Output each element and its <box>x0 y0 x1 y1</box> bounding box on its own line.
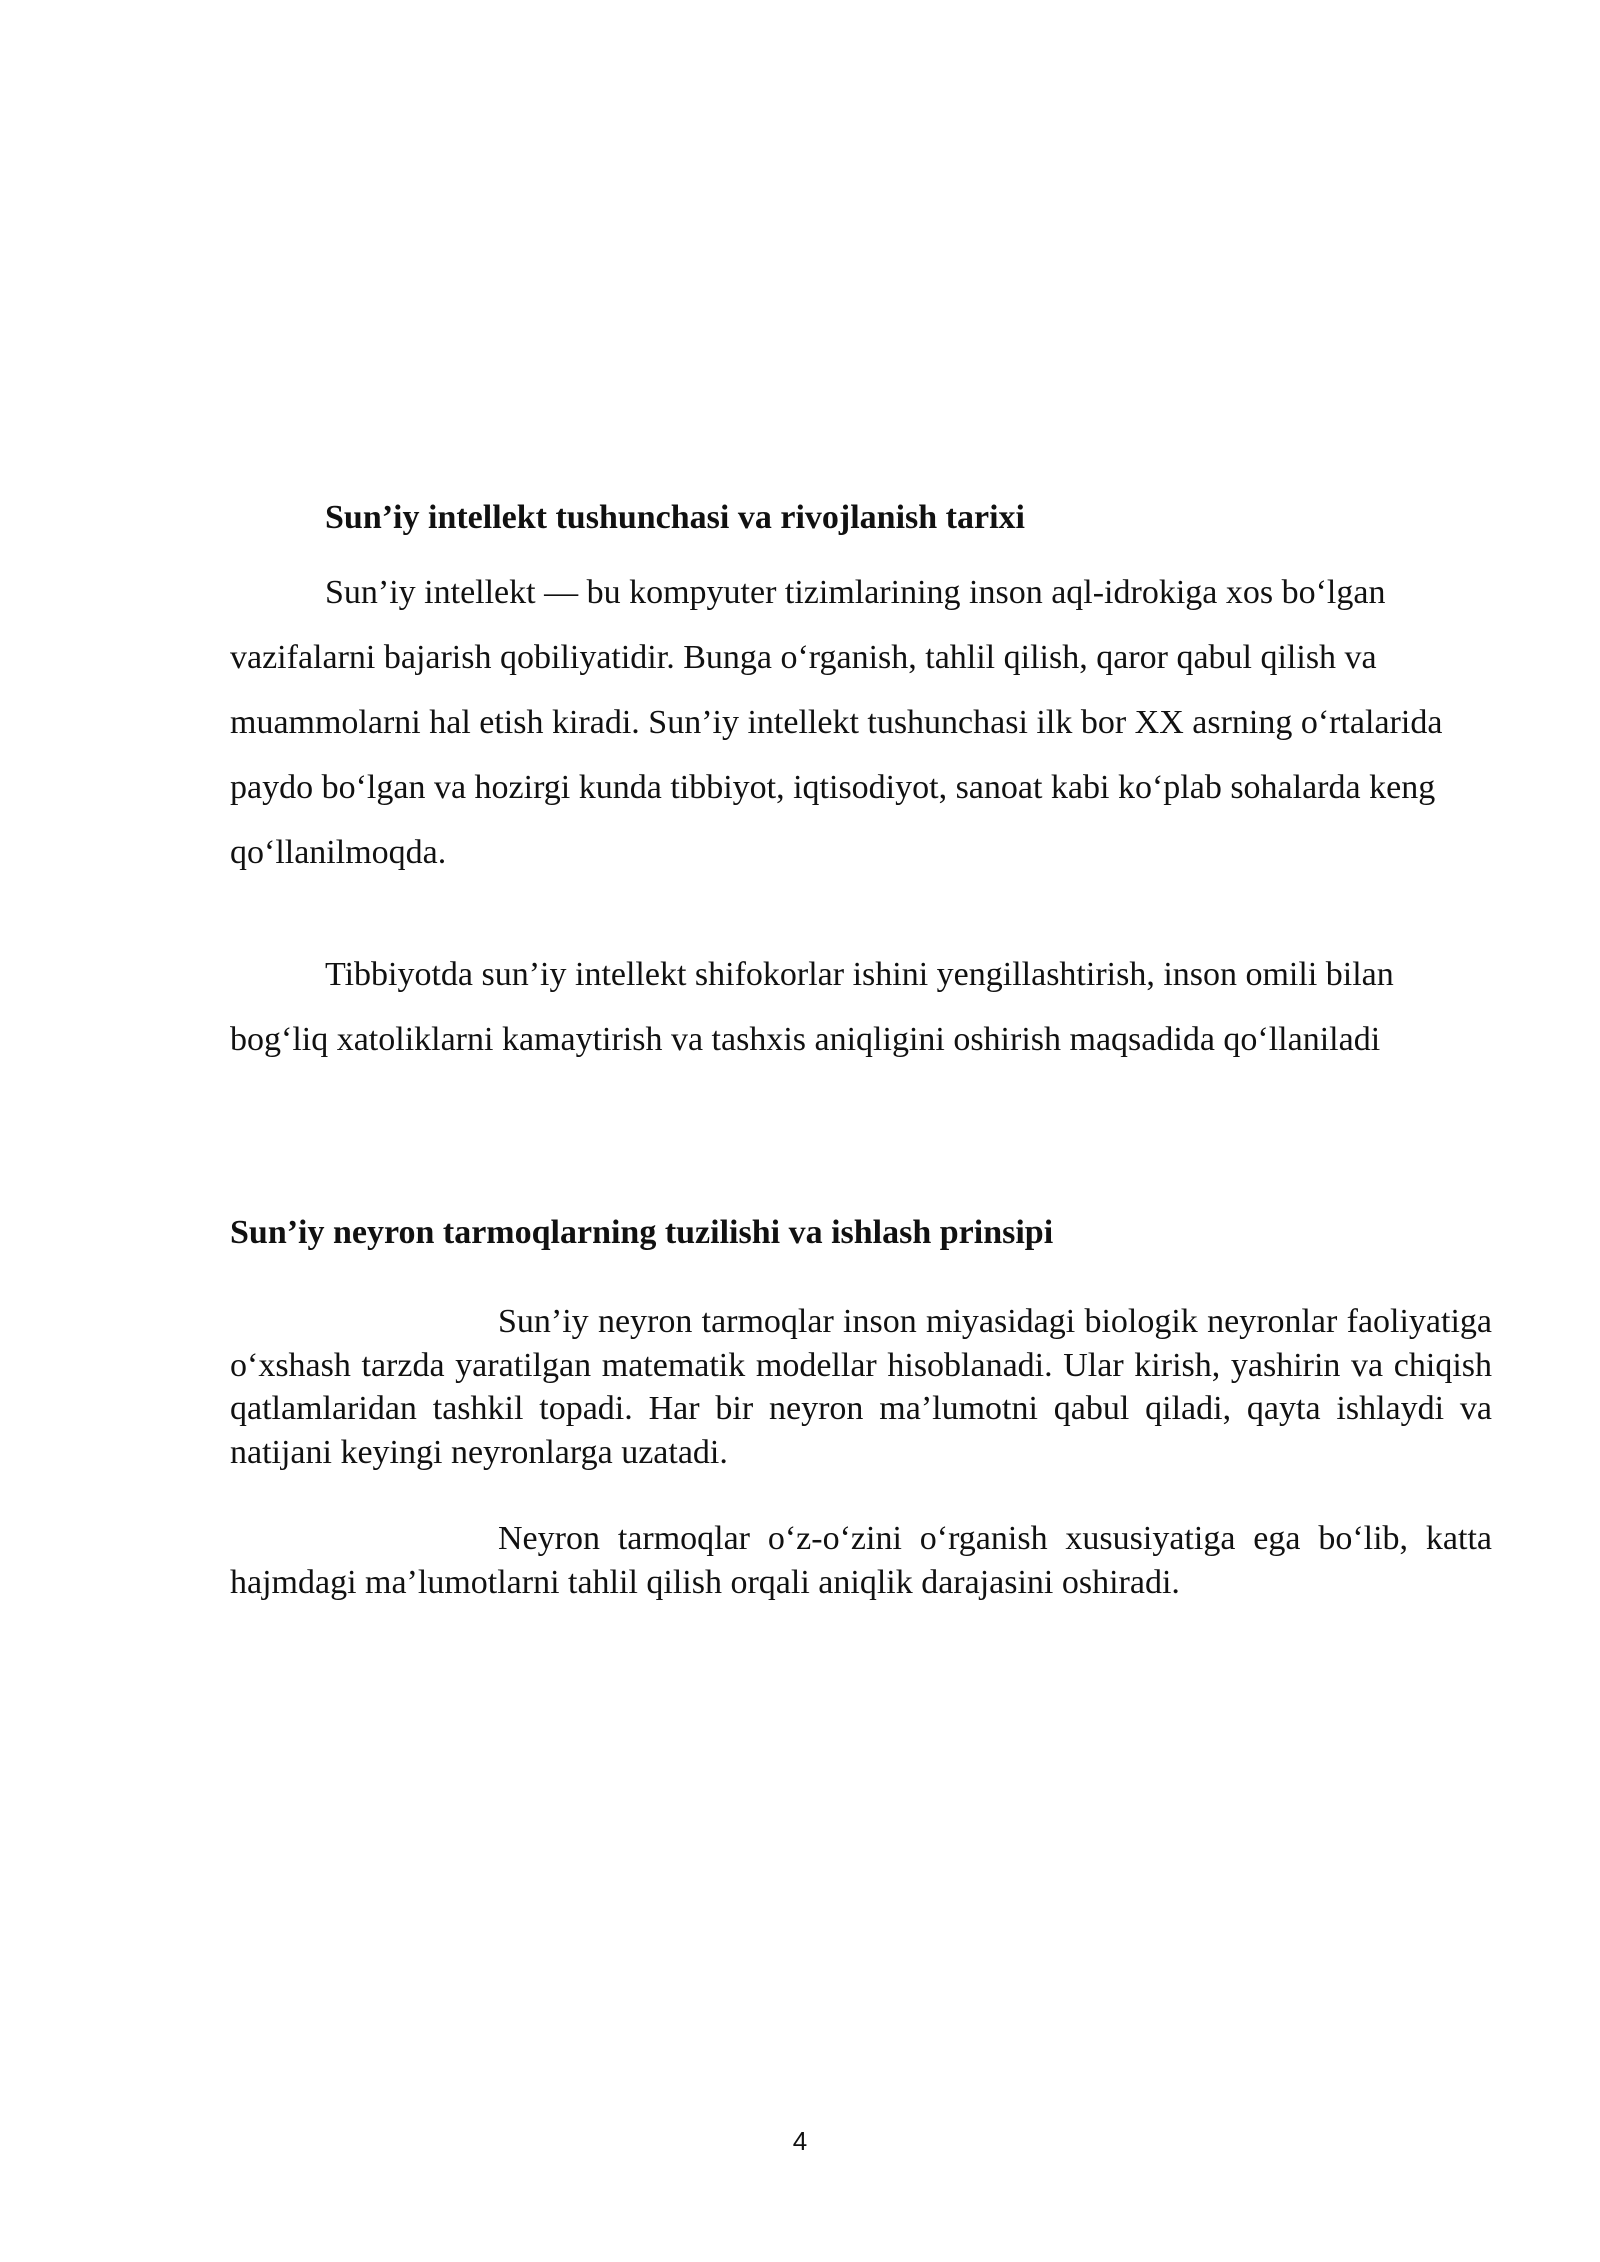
section-heading-ai-concept: Sun’iy intellekt tushunchasi va rivojlanish tarixi <box>325 499 1025 536</box>
page-number: 4 <box>792 2126 808 2156</box>
section-heading-neural-networks: Sun’iy neyron tarmoqlarning tuzilishi va ishlash prinsipi <box>230 1214 1054 1251</box>
paragraph-neural-network-learning: Neyron tarmoqlar o‘z-o‘zini o‘rganish xususiyatiga ega bo‘lib, katta hajmdagi ma’lumotlarni tahlil qilish orqali aniqlik darajasini oshiradi. <box>230 1520 1492 1601</box>
paragraph-neural-network-structure: Sun’iy neyron tarmoqlar inson miyasidagi biologik neyronlar faoliyatiga o‘xshash tarzda yaratilgan matematik modellar hisoblanadi. Ular kirish, yashirin va chiqish qatlamlaridan tashkil topadi. Har bir neyron ma’lumotni qabul qiladi, qayta ishlaydi va natijani keyingi neyronlarga uzatadi. <box>230 1303 1492 1471</box>
paragraph-ai-medicine: Tibbiyotda sun’iy intellekt shifokorlar ishini yengillashtirish, inson omili bilan bog‘liq xatoliklarni kamaytirish va tashxis aniqligini oshirish maqsadida qo‘llaniladi <box>230 956 1394 1058</box>
paragraph-ai-definition: Sun’iy intellekt — bu kompyuter tizimlarining inson aql-idrokiga xos bo‘lgan vazifalarni bajarish qobiliyatidir. Bunga o‘rganish, tahlil qilish, qaror qabul qilish va muammolarni hal etish kiradi. Sun’iy intellekt tushunchasi ilk bor XX asrning o‘rtalarida paydo bo‘lgan va hozirgi kunda tibbiyot, iqtisodiyot, sanoat kabi ko‘plab sohalarda keng qo‘llanilmoqda. <box>230 574 1443 871</box>
